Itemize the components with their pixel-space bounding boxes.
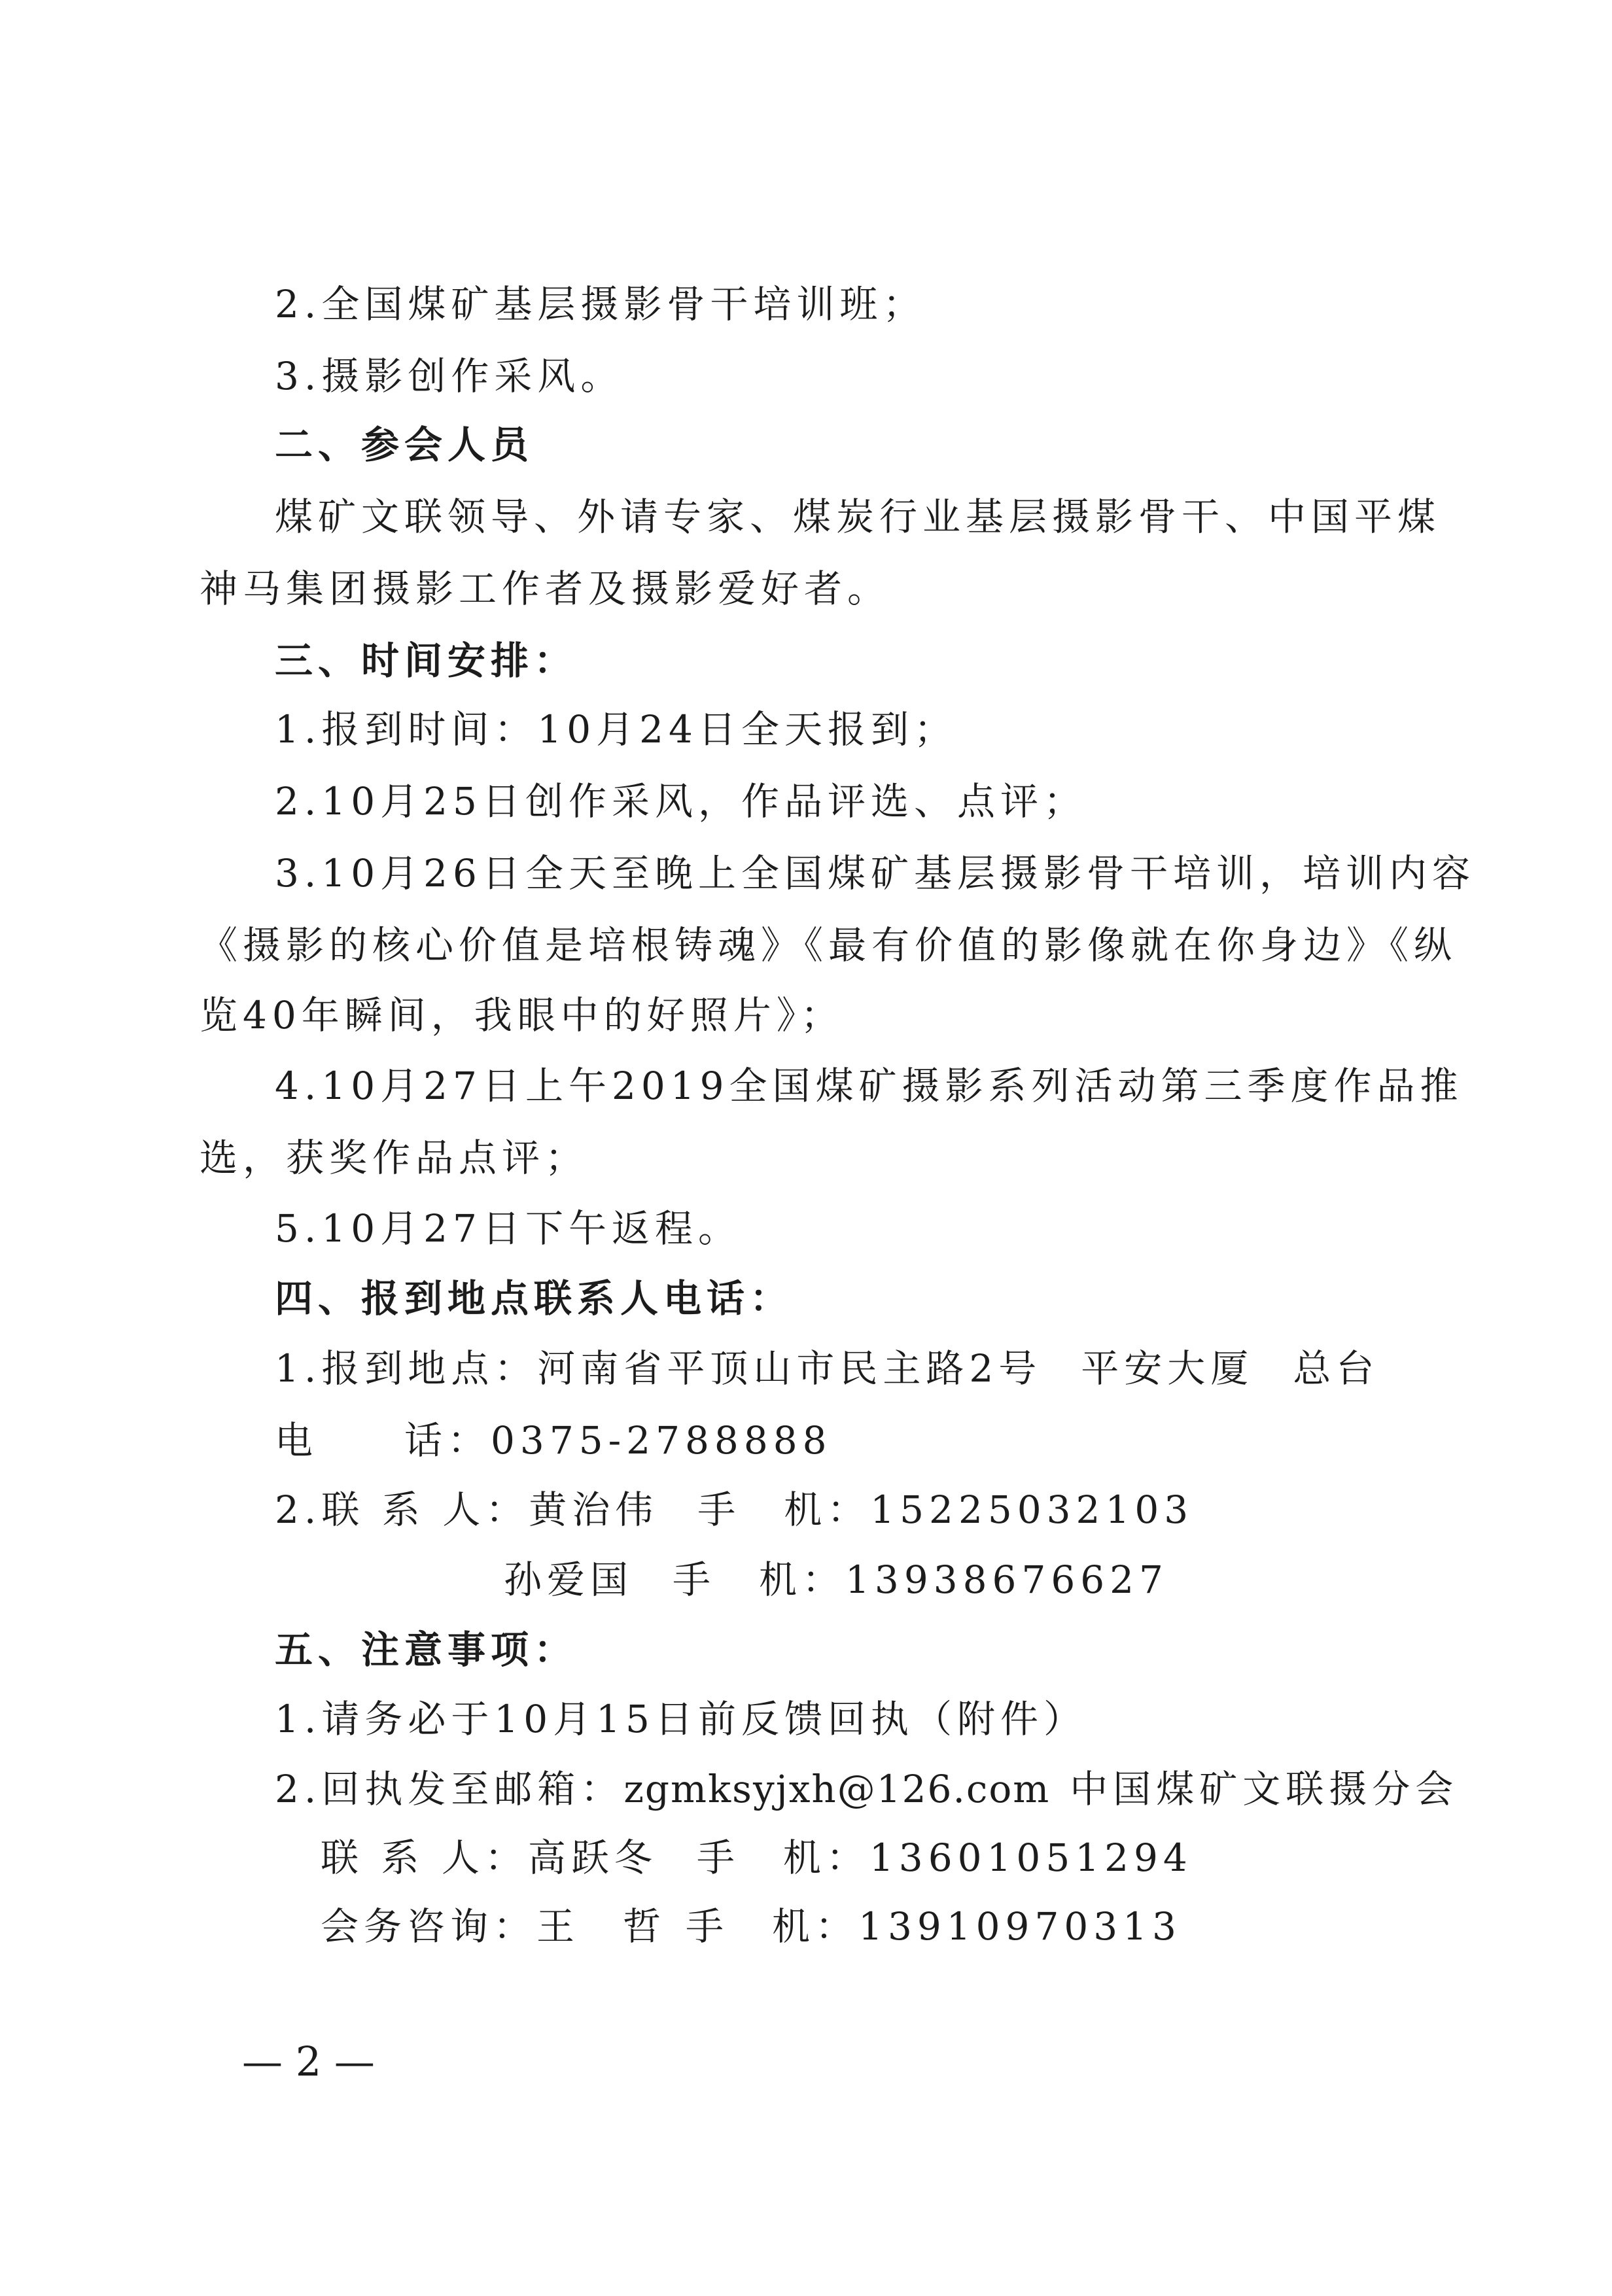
schedule-line-4: 《摄影的核心价值是培根铸魂》《最有价值的影像就在你身边》《纵 [200, 923, 1458, 967]
notes-contact-line [321, 1832, 1193, 1884]
attendees-line-1: 煤矿文联领导、外请专家、煤炭行业基层摄影骨干、中国平煤 [275, 495, 1441, 539]
schedule-line-6: 4.10月27日上午2019全国煤矿摄影系列活动第三季度作品推 [275, 1064, 1463, 1108]
consult-mobile: 13910970313 [858, 1904, 1182, 1949]
notes-email-line [275, 1763, 1458, 1815]
notes-consult-line [321, 1900, 1182, 1953]
contact-name: 黄治伟 [529, 1487, 659, 1532]
address-desk: 总台 [1293, 1346, 1380, 1391]
schedule-line-3: 3.10月26日全天至晚上全国煤矿基层摄影骨干培训，培训内容 [275, 851, 1475, 896]
mobile-label: 手 机： [686, 1904, 859, 1949]
contact-line-2 [504, 1554, 1168, 1606]
consult-name: 王 哲 [536, 1904, 667, 1949]
address-place: 平安大厦 [1081, 1346, 1254, 1391]
phone-label: 电 话： [275, 1418, 491, 1463]
contact-mobile: 13601051294 [869, 1835, 1193, 1880]
schedule-line-2: 2.10月25日创作采风，作品评选、点评； [275, 779, 1087, 824]
page-number: — 2 — [242, 2038, 375, 2085]
schedule-line-5: 览40年瞬间，我眼中的好照片》； [200, 993, 844, 1037]
section-heading-location-contacts: 四、报到地点联系人电话： [275, 1276, 794, 1321]
mobile-label: 手 机： [673, 1557, 846, 1602]
phone-line [275, 1414, 832, 1467]
notes-line-1: 1.请务必于10月15日前反馈回执（附件） [275, 1697, 1087, 1741]
address-line [275, 1342, 1379, 1395]
attendees-line-2: 神马集团摄影工作者及摄影爱好者。 [200, 566, 891, 611]
email-label: 2.回执发至邮箱： [275, 1767, 624, 1811]
mobile-label: 手 机： [696, 1835, 869, 1880]
contact-line-1 [275, 1484, 1193, 1536]
section-heading-schedule: 三、时间安排： [275, 638, 578, 683]
schedule-line-7: 选，获奖作品点评； [200, 1136, 589, 1180]
email-address: zgmksyjxh@126.com [623, 1767, 1051, 1811]
contact-label: 2.联 系 人： [275, 1487, 529, 1532]
list-item-field-trip: 3.摄影创作采风。 [275, 354, 624, 398]
contact-mobile: 15225032103 [870, 1487, 1194, 1532]
address-label: 1.报到地点： [275, 1346, 538, 1391]
schedule-line-1: 1.报到时间：10月24日全天报到； [275, 707, 957, 752]
section-heading-notes: 五、注意事项： [275, 1627, 578, 1672]
address-value: 河南省平顶山市民主路2号 [537, 1346, 1042, 1391]
contact-mobile: 13938676627 [845, 1557, 1168, 1602]
contact-name: 孙爱国 [504, 1557, 634, 1602]
section-heading-attendees: 二、参会人员 [275, 423, 534, 467]
list-item-training-class: 2.全国煤矿基层摄影骨干培训班； [275, 282, 926, 326]
contact-name: 高跃冬 [527, 1835, 657, 1880]
contact-label: 联 系 人： [321, 1835, 528, 1880]
mobile-label: 手 机： [697, 1487, 871, 1532]
schedule-line-8: 5.10月27日下午返程。 [275, 1206, 741, 1251]
organization: 中国煤矿文联摄分会 [1070, 1767, 1459, 1811]
consult-label: 会务咨询： [321, 1904, 537, 1949]
phone-value: 0375-2788888 [491, 1418, 832, 1463]
